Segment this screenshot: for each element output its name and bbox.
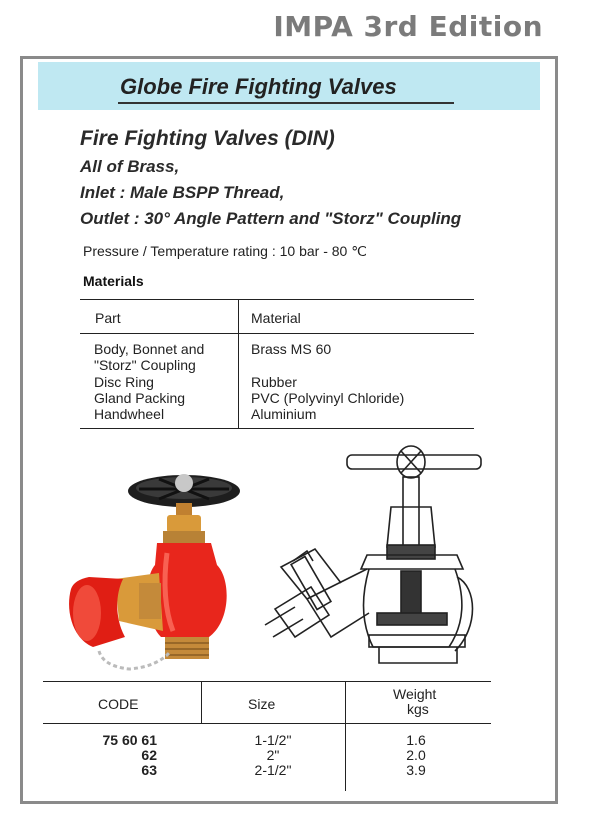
valve-sectional-drawing	[251, 437, 521, 665]
table-rule	[80, 333, 474, 334]
column-header-material: Material	[251, 310, 301, 326]
table-rule	[80, 299, 474, 300]
table-divider	[345, 681, 346, 791]
product-title: Fire Fighting Valves (DIN)	[80, 127, 335, 150]
column-header-size: Size	[248, 696, 276, 712]
table-divider	[238, 299, 239, 429]
spec-line-2: Inlet : Male BSPP Thread,	[80, 183, 285, 202]
column-header-code: CODE	[98, 696, 139, 712]
column-header-weight-unit: kgs	[407, 701, 429, 717]
spec-line-1: All of Brass,	[80, 157, 180, 176]
table-rule	[43, 681, 491, 682]
material-cell: Rubber	[251, 374, 297, 390]
part-cell: Gland Packing	[94, 390, 186, 406]
size-cell: 2"	[266, 747, 280, 763]
weight-cell: 1.6	[406, 732, 426, 748]
size-cell: 1-1/2"	[254, 732, 292, 748]
code-cell: 62	[141, 747, 157, 763]
material-cell: PVC (Polyvinyl Chloride)	[251, 390, 405, 406]
material-cell: Brass MS 60	[251, 341, 332, 357]
title-banner	[38, 62, 540, 110]
table-rule	[43, 723, 491, 724]
weight-cell: 2.0	[406, 747, 426, 763]
table-rule	[80, 428, 474, 429]
size-cell: 2-1/2"	[254, 762, 292, 778]
code-table	[43, 681, 491, 791]
code-cell: 63	[141, 762, 157, 778]
pressure-rating: Pressure / Temperature rating : 10 bar - 80 ℃	[83, 243, 367, 259]
banner-underline	[118, 102, 454, 104]
spec-line-3: Outlet : 30° Angle Pattern and "Storz" Coupling	[80, 209, 462, 228]
column-header-part: Part	[95, 310, 121, 326]
materials-heading: Materials	[83, 273, 144, 289]
table-divider	[201, 681, 202, 723]
hydrant-valve-photo	[59, 461, 245, 671]
material-cell: Aluminium	[251, 406, 317, 422]
banner-title: Globe Fire Fighting Valves	[120, 74, 397, 99]
materials-table	[80, 299, 474, 429]
part-cell: Handwheel	[94, 406, 165, 422]
edition-label: IMPA 3rd Edition	[273, 10, 543, 43]
product-sheet	[20, 56, 558, 804]
part-cell: Body, Bonnet and "Storz" Coupling	[94, 341, 205, 373]
weight-cell: 3.9	[406, 762, 426, 778]
part-cell: Disc Ring	[94, 374, 154, 390]
code-cell: 75 60 61	[102, 732, 157, 748]
column-header-weight: Weight	[393, 686, 437, 702]
